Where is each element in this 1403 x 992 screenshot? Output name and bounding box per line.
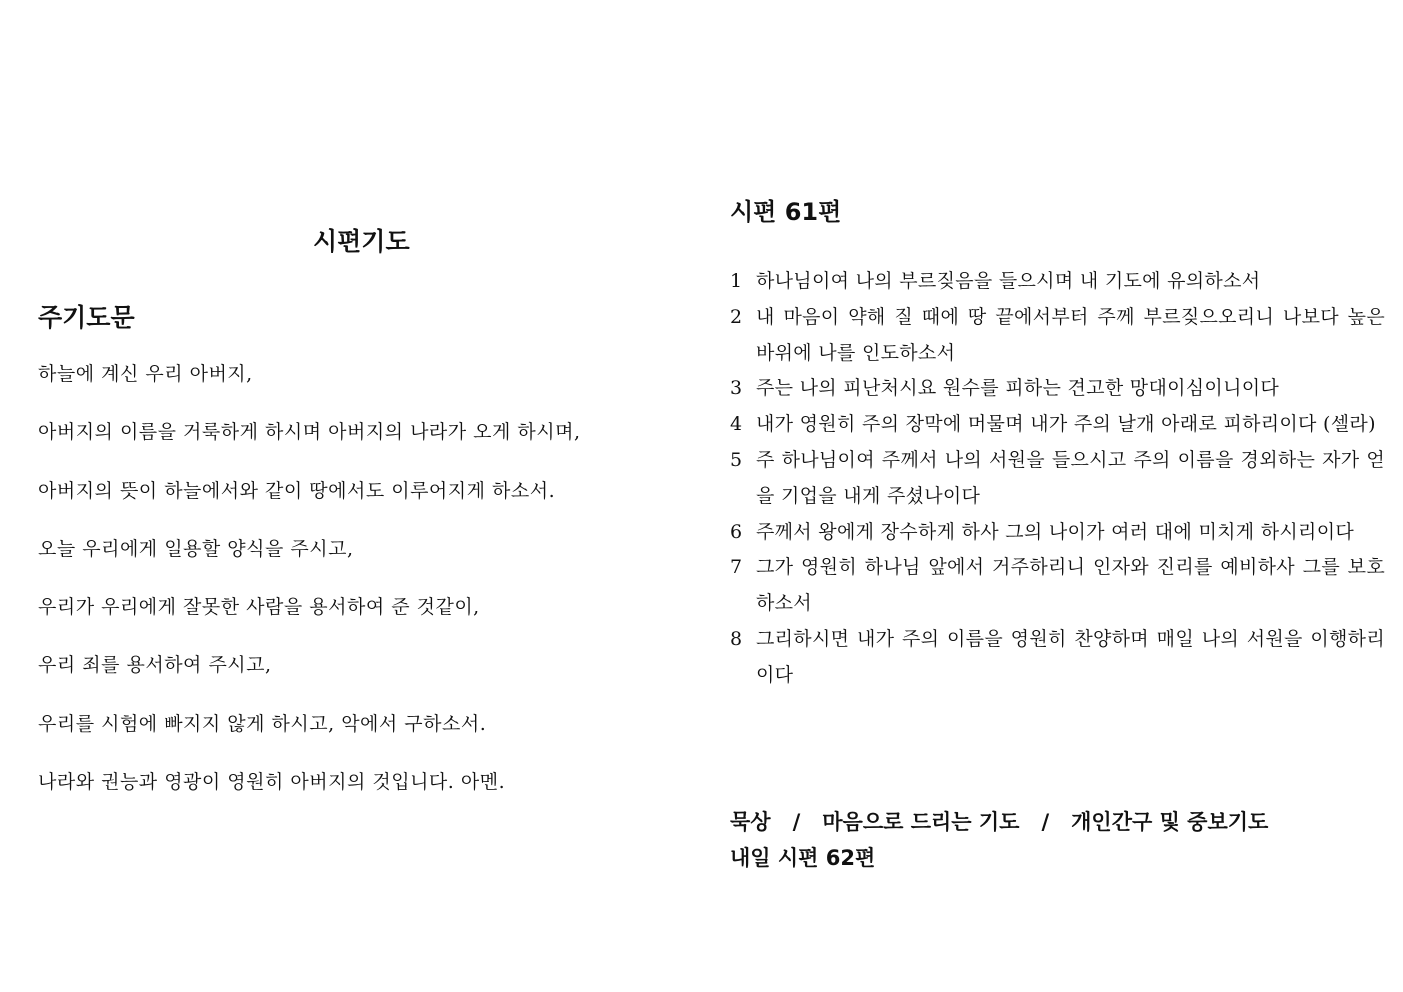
verse-number: 8 (730, 627, 743, 650)
verse-number: 7 (730, 556, 743, 579)
next-psalm: 내일 시편 62편 (730, 846, 876, 870)
heart-prayer-label: 마음으로 드리는 기도 (822, 810, 1020, 834)
separator: / (1041, 810, 1050, 834)
psalm-title: 시편 61편 (730, 198, 842, 226)
prayer-line: 아버지의 이름을 거룩하게 하시며 아버지의 나라가 오게 하시며, (38, 421, 581, 444)
lords-prayer-heading: 주기도문 (38, 303, 135, 332)
document-title: 시편기도 (313, 227, 410, 256)
verse-number: 1 (730, 270, 743, 292)
prayer-line: 우리를 시험에 빠지지 않게 하시고, 악에서 구하소서. (38, 712, 487, 735)
verse-item (730, 407, 1385, 443)
verse-item (730, 264, 1385, 300)
verse-number: 6 (730, 520, 743, 543)
verse-number: 2 (730, 305, 743, 328)
verse-text: 하나님이여 나의 부르짖음을 들으시며 내 기도에 유의하소서 (756, 270, 1261, 292)
verse-text: 내 마음이 약해 질 때에 땅 끝에서부터 주께 부르짖으오리니 나보다 높은 바위에 나를 인도하소서 (756, 305, 1385, 364)
verse-text: 주 하나님이여 주께서 나의 서원을 들으시고 주의 이름을 경외하는 자가 얻을 기업을 내게 주셨나이다 (756, 448, 1385, 507)
devotion-steps (730, 804, 1268, 840)
verse-number: 3 (730, 377, 743, 400)
prayer-line: 나라와 권능과 영광이 영원히 아버지의 것입니다. 아멘. (38, 771, 506, 794)
prayer-line: 아버지의 뜻이 하늘에서와 같이 땅에서도 이루어지게 하소서. (38, 479, 556, 502)
verse-text: 주는 나의 피난처시요 원수를 피하는 견고한 망대이심이니이다 (756, 377, 1280, 400)
verse-item (730, 443, 1385, 515)
devotion-footer (730, 804, 1268, 876)
verse-item (730, 515, 1385, 551)
verse-text: 그가 영원히 하나님 앞에서 거주하리니 인자와 진리를 예비하사 그를 보호하소서 (756, 556, 1385, 615)
verse-item (730, 300, 1385, 372)
verse-item (730, 550, 1385, 622)
verse-item (730, 622, 1385, 694)
verse-number: 5 (730, 448, 743, 471)
separator: / (792, 810, 801, 834)
verse-text: 내가 영원히 주의 장막에 머물며 내가 주의 날개 아래로 피하리이다 (셀라) (756, 413, 1376, 436)
psalm-verses (730, 264, 1385, 694)
intercession-label: 개인간구 및 중보기도 (1071, 810, 1269, 834)
prayer-line: 오늘 우리에게 일용할 양식을 주시고, (38, 537, 354, 560)
verse-text: 주께서 왕에게 장수하게 하사 그의 나이가 여러 대에 미치게 하시리이다 (756, 520, 1355, 543)
prayer-line: 우리가 우리에게 잘못한 사람을 용서하여 준 것같이, (38, 596, 480, 619)
verse-number: 4 (730, 413, 743, 436)
prayer-line: 하늘에 계신 우리 아버지, (38, 363, 253, 385)
lords-prayer-text (38, 362, 581, 828)
verse-text: 그리하시면 내가 주의 이름을 영원히 찬양하며 매일 나의 서원을 이행하리이다 (756, 627, 1385, 686)
verse-item (730, 371, 1385, 407)
prayer-line: 우리 죄를 용서하여 주시고, (38, 654, 272, 677)
meditation-label: 묵상 (730, 810, 771, 834)
